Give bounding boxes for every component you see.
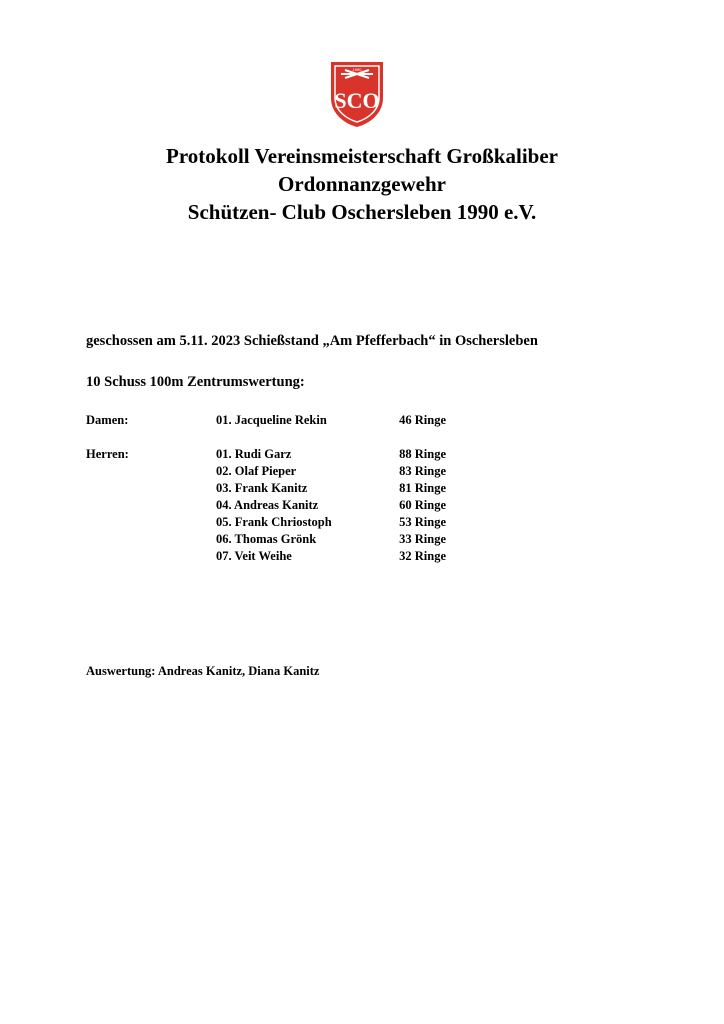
result-name: 03. Frank Kanitz xyxy=(216,481,308,495)
result-score: 81 Ringe xyxy=(399,481,446,495)
result-score: 53 Ringe xyxy=(399,515,446,529)
result-row xyxy=(216,412,446,429)
title-line-1: Protokoll Vereinsmeisterschaft Großkaliber xyxy=(166,144,558,168)
logo-year: 1990 xyxy=(352,67,362,72)
result-row xyxy=(216,480,446,497)
shot-info: geschossen am 5.11. 2023 Schießstand „Am Pfefferbach“ in Oschersleben xyxy=(86,333,538,349)
title-line-2: Ordonnanzgewehr xyxy=(278,172,446,196)
result-row xyxy=(216,514,446,531)
result-score: 60 Ringe xyxy=(399,498,446,512)
result-row xyxy=(216,497,446,514)
result-name: 04. Andreas Kanitz xyxy=(216,498,319,512)
club-logo xyxy=(325,58,389,128)
damen-results xyxy=(216,412,446,429)
logo-text: SCO xyxy=(334,88,380,113)
herren-results xyxy=(216,446,446,565)
result-score: 46 Ringe xyxy=(399,413,446,427)
result-row xyxy=(216,548,446,565)
result-row xyxy=(216,463,446,480)
page-title xyxy=(0,142,724,226)
evaluation-note: Auswertung: Andreas Kanitz, Diana Kanitz xyxy=(86,664,320,678)
result-row xyxy=(216,531,446,548)
result-score: 33 Ringe xyxy=(399,532,446,546)
result-name: 01. Jacqueline Rekin xyxy=(216,413,327,427)
scoring-mode: 10 Schuss 100m Zentrumswertung: xyxy=(86,374,305,390)
result-score: 32 Ringe xyxy=(399,549,446,563)
result-name: 05. Frank Chriostoph xyxy=(216,515,332,529)
result-name: 06. Thomas Grönk xyxy=(216,532,317,546)
result-name: 01. Rudi Garz xyxy=(216,447,292,461)
herren-label: Herren: xyxy=(86,447,129,461)
damen-label: Damen: xyxy=(86,413,129,427)
result-row xyxy=(216,446,446,463)
result-name: 07. Veit Weihe xyxy=(216,549,292,563)
title-line-3: Schützen- Club Oschersleben 1990 e.V. xyxy=(187,200,537,224)
result-score: 88 Ringe xyxy=(399,447,446,461)
club-shield-icon xyxy=(325,58,389,128)
result-score: 83 Ringe xyxy=(399,464,446,478)
result-name: 02. Olaf Pieper xyxy=(216,464,297,478)
